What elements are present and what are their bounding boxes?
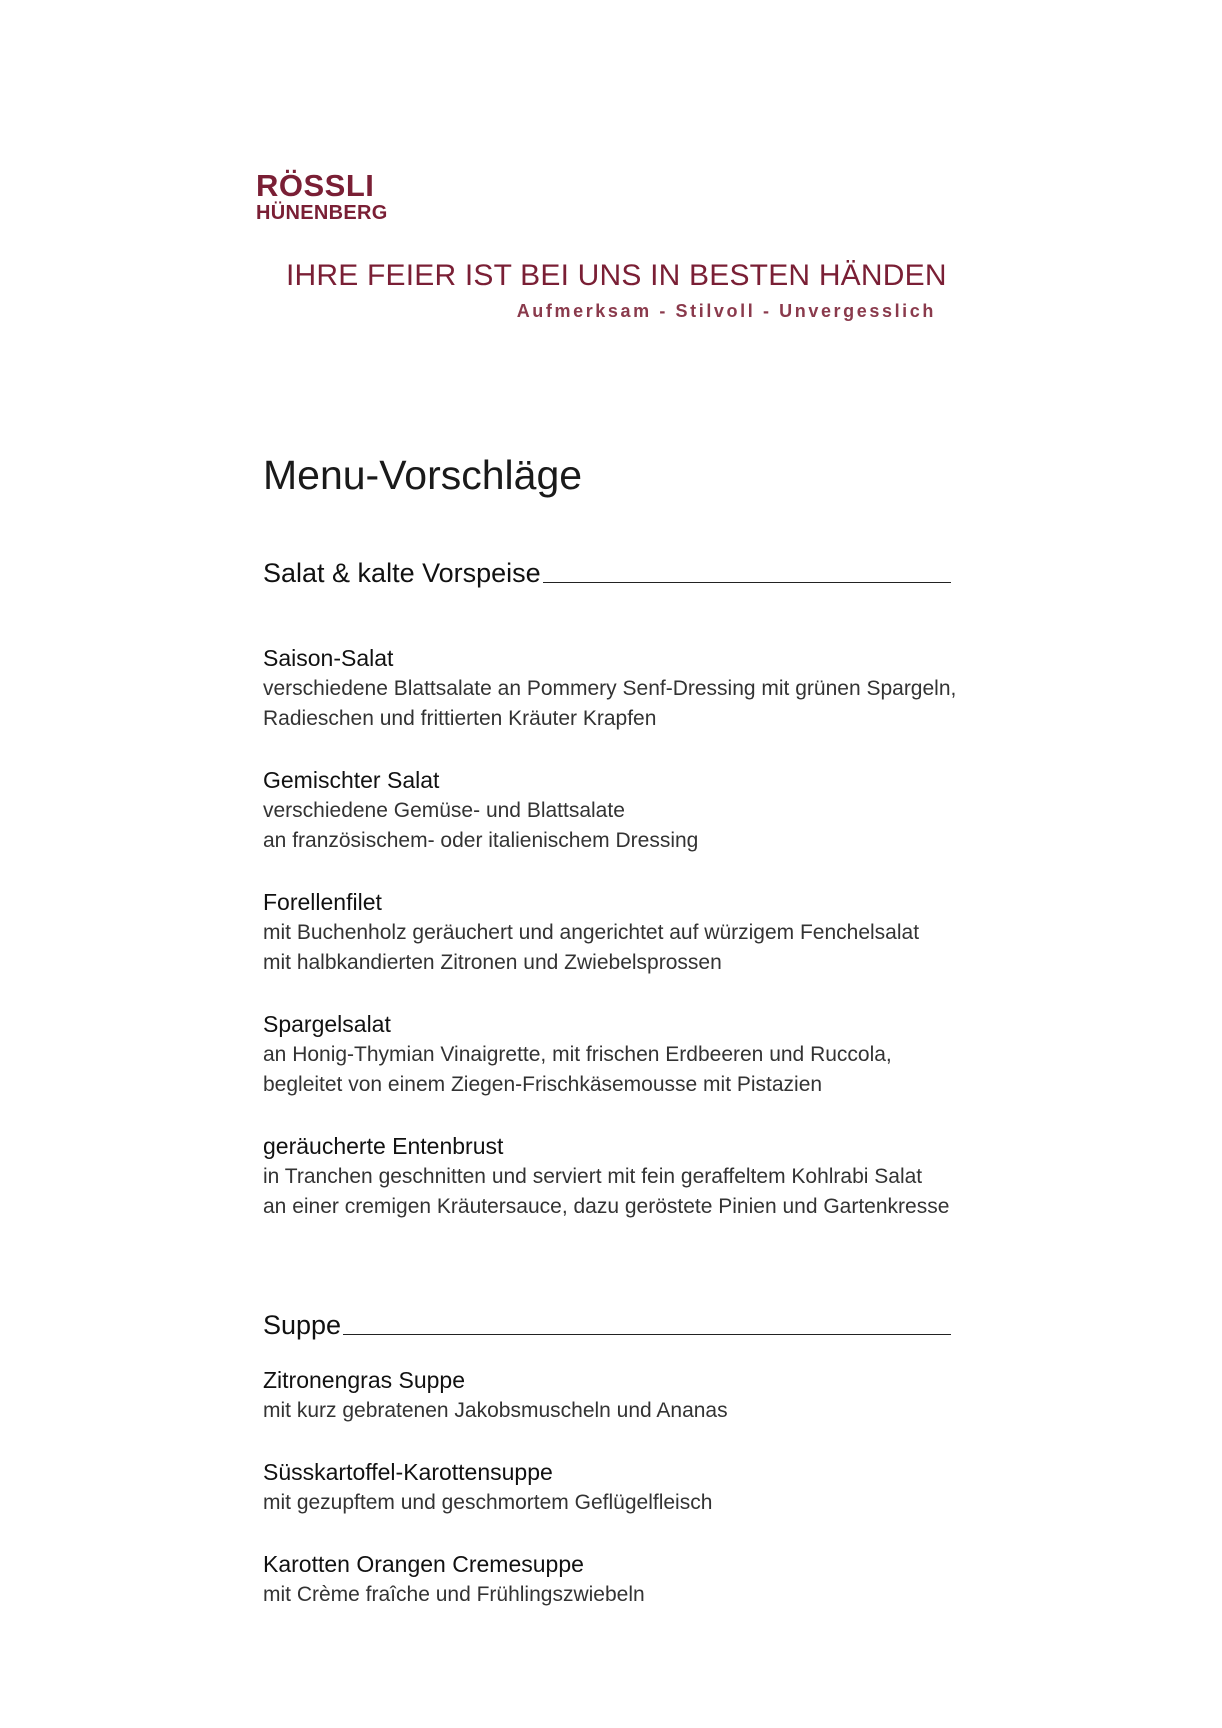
menu-item xyxy=(263,1364,983,1426)
menu-item-desc-line: an französischem- oder italienischem Dressing xyxy=(263,829,699,852)
menu-item-name: geräucherte Entenbrust xyxy=(263,1133,504,1159)
section-heading-suppe xyxy=(263,1310,951,1341)
suppe-items-list xyxy=(263,1364,983,1640)
menu-item-name: Forellenfilet xyxy=(263,889,382,915)
menu-item-name: Süsskartoffel-Karottensuppe xyxy=(263,1459,553,1485)
restaurant-logo xyxy=(256,170,388,223)
menu-item xyxy=(263,1548,983,1610)
menu-item-name: Gemischter Salat xyxy=(263,767,440,793)
menu-item-name: Spargelsalat xyxy=(263,1011,391,1037)
menu-item-desc-line: verschiedene Gemüse- und Blattsalate xyxy=(263,799,625,822)
tagline-subline: Aufmerksam - Stilvoll - Unvergesslich xyxy=(516,301,936,321)
menu-item-desc-line: in Tranchen geschnitten und serviert mit fein geraffeltem Kohlrabi Salat xyxy=(263,1165,923,1188)
salat-items-list xyxy=(263,642,983,1252)
menu-item xyxy=(263,764,983,856)
section-heading-label: Salat & kalte Vorspeise xyxy=(263,558,541,588)
menu-item-desc-line: mit Crème fraîche und Frühlingszwiebeln xyxy=(263,1583,645,1606)
section-heading-label: Suppe xyxy=(263,1310,342,1340)
menu-item-desc-line: begleitet von einem Ziegen-Frischkäsemousse mit Pistazien xyxy=(263,1073,823,1096)
menu-item-desc-line: mit Buchenholz geräuchert und angerichtet auf würzigem Fenchelsalat xyxy=(263,921,920,944)
menu-item xyxy=(263,1130,983,1222)
menu-item xyxy=(263,642,983,734)
logo-location: HÜNENBERG xyxy=(256,202,388,224)
page-title: Menu-Vorschläge xyxy=(263,452,583,498)
menu-item xyxy=(263,1008,983,1100)
tagline-block xyxy=(286,259,947,322)
logo-name: RÖSSLI xyxy=(256,168,375,203)
section-heading-salat xyxy=(263,558,951,589)
menu-item-desc-line: verschiedene Blattsalate an Pommery Senf-Dressing mit grünen Spargeln, xyxy=(263,677,957,700)
menu-item-desc-line: mit halbkandierten Zitronen und Zwiebelsprossen xyxy=(263,951,722,974)
menu-item xyxy=(263,1456,983,1518)
menu-item-desc-line: an Honig-Thymian Vinaigrette, mit frischen Erdbeeren und Ruccola, xyxy=(263,1043,892,1066)
tagline-headline: IHRE FEIER IST BEI UNS IN BESTEN HÄNDEN xyxy=(286,259,947,292)
heading-rule xyxy=(543,582,951,583)
menu-item-desc-line: mit gezupftem und geschmortem Geflügelfleisch xyxy=(263,1491,713,1514)
menu-item xyxy=(263,886,983,978)
menu-item-desc-line: Radieschen und frittierten Kräuter Krapfen xyxy=(263,707,657,730)
menu-item-desc-line: mit kurz gebratenen Jakobsmuscheln und Ananas xyxy=(263,1399,728,1422)
menu-item-name: Karotten Orangen Cremesuppe xyxy=(263,1551,584,1577)
menu-item-name: Zitronengras Suppe xyxy=(263,1367,466,1393)
heading-rule xyxy=(343,1334,951,1335)
menu-item-desc-line: an einer cremigen Kräutersauce, dazu geröstete Pinien und Gartenkresse xyxy=(263,1195,950,1218)
menu-item-name: Saison-Salat xyxy=(263,645,394,671)
